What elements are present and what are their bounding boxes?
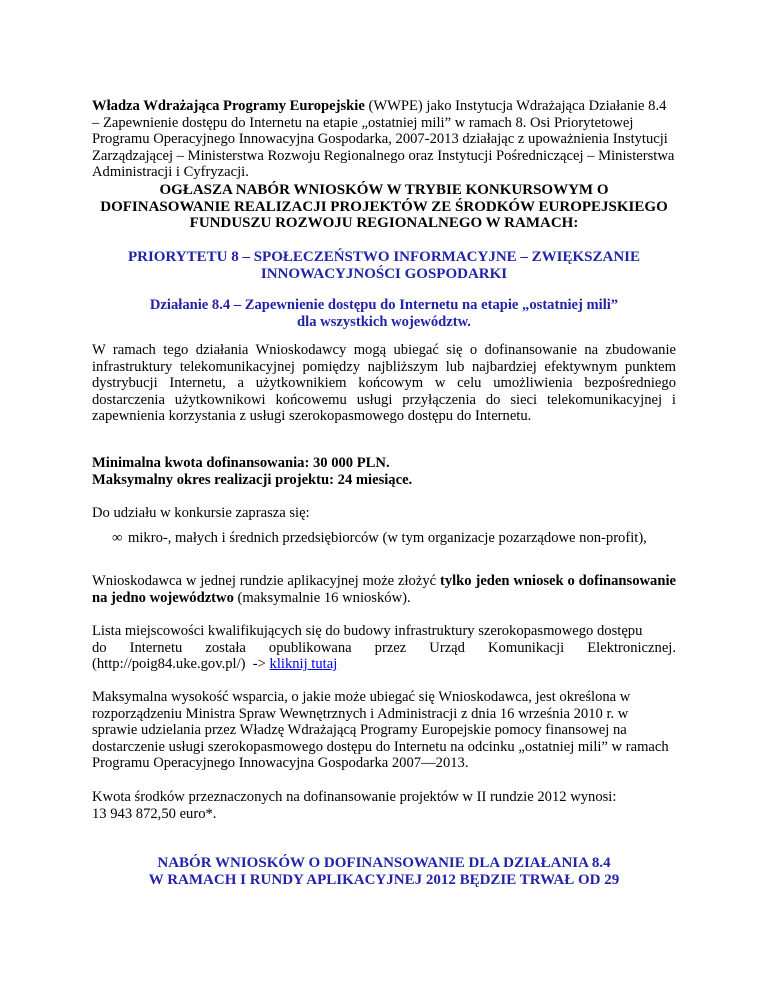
locations-paragraph bbox=[92, 623, 676, 673]
locations-url: (http://poig84.uke.gov.pl/) bbox=[92, 656, 246, 673]
action-heading bbox=[92, 297, 676, 330]
locations-line1: Lista miejscowości kwalifikujących się do budowy infrastruktury szerokopasmowego dostępu bbox=[92, 623, 643, 639]
click-here-link[interactable]: kliknij tutaj bbox=[269, 656, 338, 673]
final-heading-line1: NABÓR WNIOSKÓW O DOFINANSOWANIE DLA DZIAŁANIA 8.4 bbox=[157, 855, 611, 871]
locations-line3 bbox=[92, 656, 676, 673]
announcement-heading: OGŁASZA NABÓR WNIOSKÓW W TRYBIE KONKURSOWYM O DOFINASOWANIE REALIZACJI PROJEKTÓW ZE ŚRODKÓW EUROPEJSKIEGO FUNDUSZU ROZWOJU REGIONALNEGO W RAMACH: bbox=[100, 182, 668, 232]
budget-paragraph bbox=[92, 789, 676, 822]
priority-heading: PRIORYTETU 8 – SPOŁECZEŃSTWO INFORMACYJNE – ZWIĘKSZANIE INNOWACYJNOŚCI GOSPODARKI bbox=[127, 249, 641, 282]
infinity-bullet-icon: ∞ bbox=[112, 530, 123, 546]
intro-text: (WWPE) jako Instytucja Wdrażająca Działanie 8.4 – Zapewnienie dostępu do Internetu na etapie „ostatniej mili” w ramach 8. Osi Priorytetowej Programu Operacyjnego Innowacyjna Gospodarka, 2007-2013 działając z upoważnienia Instytucji Zarządzającej – Ministerstwa Rozwoju Regionalnego oraz Instytucji Pośredniczącej – Ministerstwa Administracji i Cyfryzacji. bbox=[92, 98, 675, 181]
max-support-paragraph: Maksymalna wysokość wsparcia, o jakie może ubiegać się Wnioskodawca, jest określona w rozporządzeniu Ministra Spraw Wewnętrznych i Administracji z dnia 16 września 2010 r. w sprawie udzielania przez Władzę Wdrażającą Programy Europejskie pomocy finansowej na dostarczenie usługi szerokopasmowego dostępu do Internetu na odcinku „ostatniej mili” w ramach Programu Operacyjnego Innowacyjna Gospodarka 2007—2013. bbox=[92, 689, 669, 772]
budget-line1: Kwota środków przeznaczonych na dofinansowanie projektów w II rundzie 2012 wynosi: bbox=[92, 789, 617, 805]
list-item-text: mikro-, małych i średnich przedsiębiorców (w tym organizacje pozarządowe non-profit), bbox=[128, 530, 647, 546]
list-item bbox=[92, 530, 652, 547]
action-heading-line2: dla wszystkich województw. bbox=[297, 313, 471, 330]
invitation-intro: Do udziału w konkursie zaprasza się: bbox=[92, 505, 310, 521]
description-paragraph: W ramach tego działania Wnioskodawcy mogą ubiegać się o dofinansowanie na zbudowanie infrastruktury telekomunikacyjnej pomiędzy najbliższym lub najbardziej efektywnym punktem dystrybucji Internetu, a użytkownikiem końcowym w celu umożliwienia bezpośredniego dostarczenia użytkownikowi końcowemu usługi przyłączenia do sieci telekomunikacyjnej i zapewnienia korzystania z usługi szerokopasmowego dostępu do Internetu. bbox=[92, 342, 676, 425]
funding-info bbox=[92, 455, 676, 488]
invitation-list bbox=[92, 530, 652, 547]
action-heading-line1: Działanie 8.4 – Zapewnienie dostępu do Internetu na etapie „ostatniej mili” bbox=[149, 297, 619, 313]
min-funding-amount: Minimalna kwota dofinansowania: 30 000 PLN. bbox=[92, 455, 390, 471]
budget-amount: 13 943 872,50 euro*. bbox=[92, 805, 217, 822]
intro-paragraph bbox=[92, 98, 676, 181]
arrow-text: -> bbox=[252, 656, 266, 673]
final-heading-line2: W RAMACH I RUNDY APLIKACYJNEJ 2012 BĘDZIE TRWAŁ OD 29 bbox=[148, 871, 620, 888]
max-project-period: Maksymalny okres realizacji projektu: 24 miesiące. bbox=[92, 471, 413, 488]
applicant-text-2: (maksymalnie 16 wniosków). bbox=[233, 589, 411, 606]
org-name: Władza Wdrażająca Programy Europejskie bbox=[92, 98, 365, 114]
applicant-text-bold: tylko jeden wniosek o dofinansowanie na jedno województwo bbox=[92, 573, 676, 606]
applicant-text-1: Wnioskodawca w jednej rundzie aplikacyjnej może złożyć bbox=[92, 573, 440, 589]
applicant-paragraph bbox=[92, 573, 676, 606]
final-heading bbox=[92, 855, 676, 888]
locations-line2: do Internetu została opublikowana przez Urząd Komunikacji Elektronicznej. bbox=[92, 639, 676, 656]
